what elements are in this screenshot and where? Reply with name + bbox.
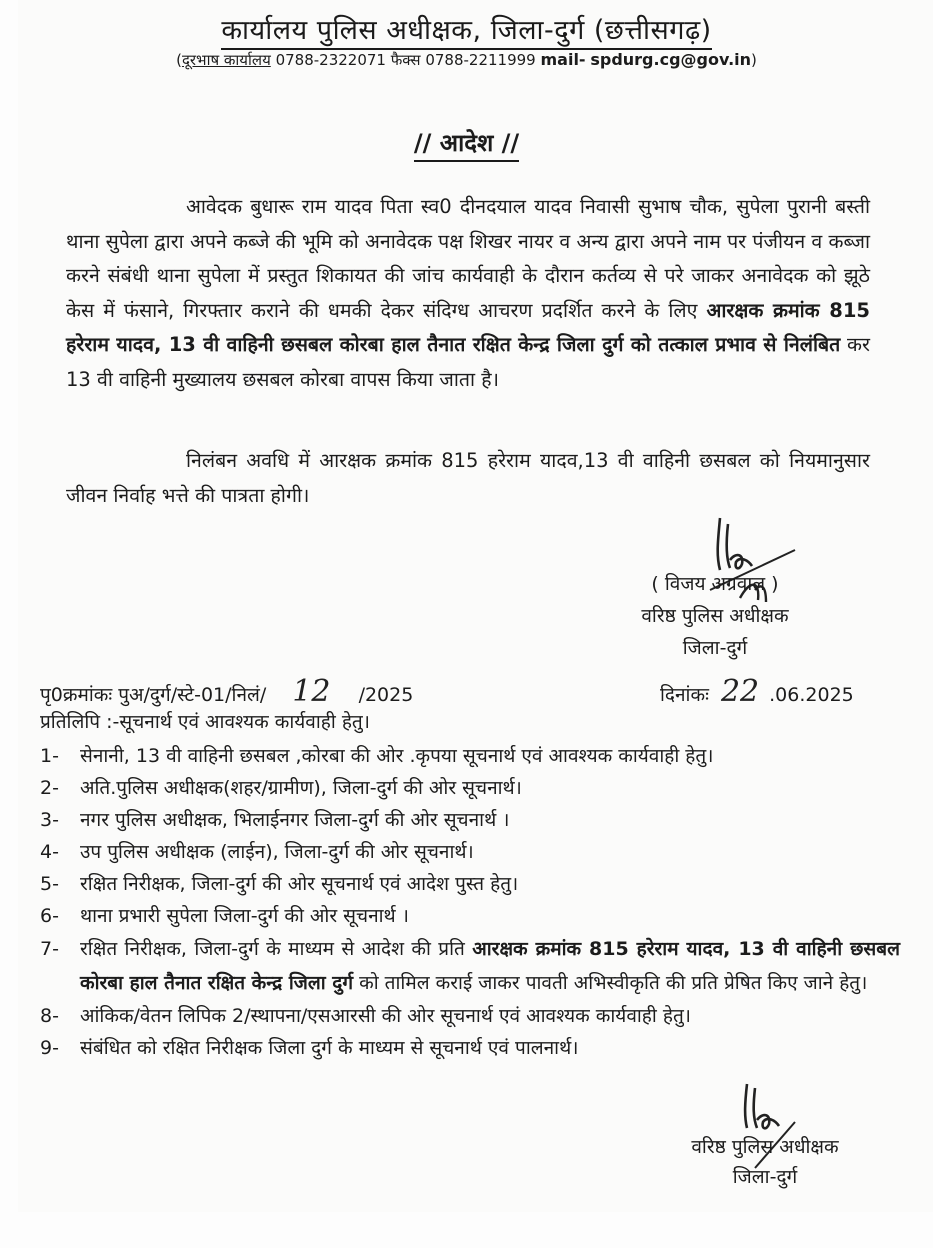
list-item: 1- सेनानी, 13 वी वाहिनी छसबल ,कोरबा की ओर .कृपया सूचनार्थ एवं आवश्यक कार्यवाही हेतु।: [40, 745, 714, 767]
reference-date: दिनांकः 22 .06.2025: [660, 674, 854, 709]
list-item: 6- थाना प्रभारी सुपेला जिला-दुर्ग की ओर सूचनार्थ ।: [40, 905, 409, 927]
copy-list: [40, 740, 900, 1064]
order-paragraph-2: निलंबन अवधि में आरक्षक क्रमांक 815 हरेराम यादव,13 वी वाहिनी छसबल को नियमानुसार जीवन निर्वाह भत्ते की पात्रता होगी।: [66, 449, 870, 507]
fax-number: 0788-2211999: [425, 51, 536, 69]
reference-number-prefix: पृ0क्रमांकः पुअ/दुर्ग/स्टे-01/निलं/: [40, 684, 267, 706]
mail-label: mail-: [540, 50, 586, 69]
contact-line: (दूरभाष कार्यालय 0788-2322071 फैक्स 0788-2211999 mail- spdurg.cg@gov.in): [176, 50, 757, 69]
office-title: कार्यालय पुलिस अधीक्षक, जिला-दुर्ग (छत्तीसगढ़): [0, 10, 933, 47]
list-item: 4- उप पुलिस अधीक्षक (लाईन), जिला-दुर्ग की ओर सूचनार्थ।: [40, 841, 474, 863]
suspension-bold-text: आरक्षक क्रमांक 815 हरेराम यादव, 13 वी वाहिनी छसबल कोरबा हाल तैनात रक्षित केन्द्र जिला दुर्ग को तत्काल प्रभाव से निलंबित: [66, 298, 870, 356]
signatory-district: जिला-दुर्ग: [682, 637, 748, 659]
signature-block-1: [590, 568, 840, 664]
fax-label: फैक्स: [390, 51, 421, 69]
signatory-district-2: जिला-दुर्ग: [732, 1166, 798, 1188]
recipient-bold-text: आरक्षक क्रमांक 815 हरेराम यादव, 13 वी वाहिनी छसबल कोरबा हाल तैनात रक्षित केन्द्र जिला दुर्ग: [80, 938, 900, 994]
list-item: 3- नगर पुलिस अधीक्षक, भिलाईनगर जिला-दुर्ग की ओर सूचनार्थ ।: [40, 809, 510, 831]
order-heading: // आदेश //: [0, 126, 933, 159]
signatory-name: ( विजय अग्रवाल ): [651, 573, 779, 595]
reference-number-suffix: /2025: [358, 684, 414, 706]
order-paragraph-1: आवेदक बुधारू राम यादव पिता स्व0 दीनदयाल यादव निवासी सुभाष चौक, सुपेला पुरानी बस्ती थाना सुपेला द्वारा अपने कब्जे की भूमि को अनावेदक पक्ष शिखर नायर व अन्य द्वारा अपने नाम पर पंजीयन व कब्जा करने संबंधी थाना सुपेला में प्रस्तुत शिकायत की जांच कार्यवाही के दौरान कर्तव्य से परे जाकर अनावेदक को झूठे केस में फंसाने, गिरफ्तार कराने की धमकी देकर संदिग्ध आचरण प्रदर्शित करने के लिए आरक्षक क्रमांक 815 हरेराम यादव, 13 वी वाहिनी छसबल कोरबा हाल तैनात रक्षित केन्द्र जिला दुर्ग को तत्काल प्रभाव से निलंबित कर 13 वी वाहिनी मुख्यालय छसबल कोरबा वापस किया जाता है।: [66, 195, 870, 391]
phone-number: 0788-2322071: [275, 51, 386, 69]
list-item: 9- संबंधित को रक्षित निरीक्षक जिला दुर्ग के माध्यम से सूचनार्थ एवं पालनार्थ।: [40, 1037, 579, 1059]
signature-block-2: [655, 1132, 875, 1192]
reference-number-handwritten: 12: [292, 674, 331, 709]
list-item: 7- रक्षित निरीक्षक, जिला-दुर्ग के माध्यम से आदेश की प्रति आरक्षक क्रमांक 815 हरेराम यादव, 13 वी वाहिनी छसबल कोरबा हाल तैनात रक्षित केन्द्र जिला दुर्ग को तामिल कराई जाकर पावती अभिस्वीकृति की प्रति प्रेषित किए जाने हेतु।: [40, 938, 900, 994]
signatory-designation: वरिष्ठ पुलिस अधीक्षक: [641, 605, 789, 627]
signatory-designation-2: वरिष्ठ पुलिस अधीक्षक: [691, 1136, 839, 1158]
copy-heading: प्रतिलिपि :-सूचनार्थ एवं आवश्यक कार्यवाही हेतु।: [40, 711, 370, 733]
phone-label: दूरभाष कार्यालय: [181, 51, 271, 69]
email-address: spdurg.cg@gov.in: [590, 50, 752, 69]
list-item: 5- रक्षित निरीक्षक, जिला-दुर्ग की ओर सूचनार्थ एवं आदेश पुस्त हेतु।: [40, 873, 519, 895]
list-item: 8- आंकिक/वेतन लिपिक 2/स्थापना/एसआरसी की ओर सूचनार्थ एवं आवश्यक कार्यवाही हेतु।: [40, 1005, 691, 1027]
list-item: 2- अति.पुलिस अधीक्षक(शहर/ग्रामीण), जिला-दुर्ग की ओर सूचनार्थ।: [40, 777, 522, 799]
date-handwritten: 22: [720, 674, 760, 709]
reference-row: [40, 674, 860, 709]
